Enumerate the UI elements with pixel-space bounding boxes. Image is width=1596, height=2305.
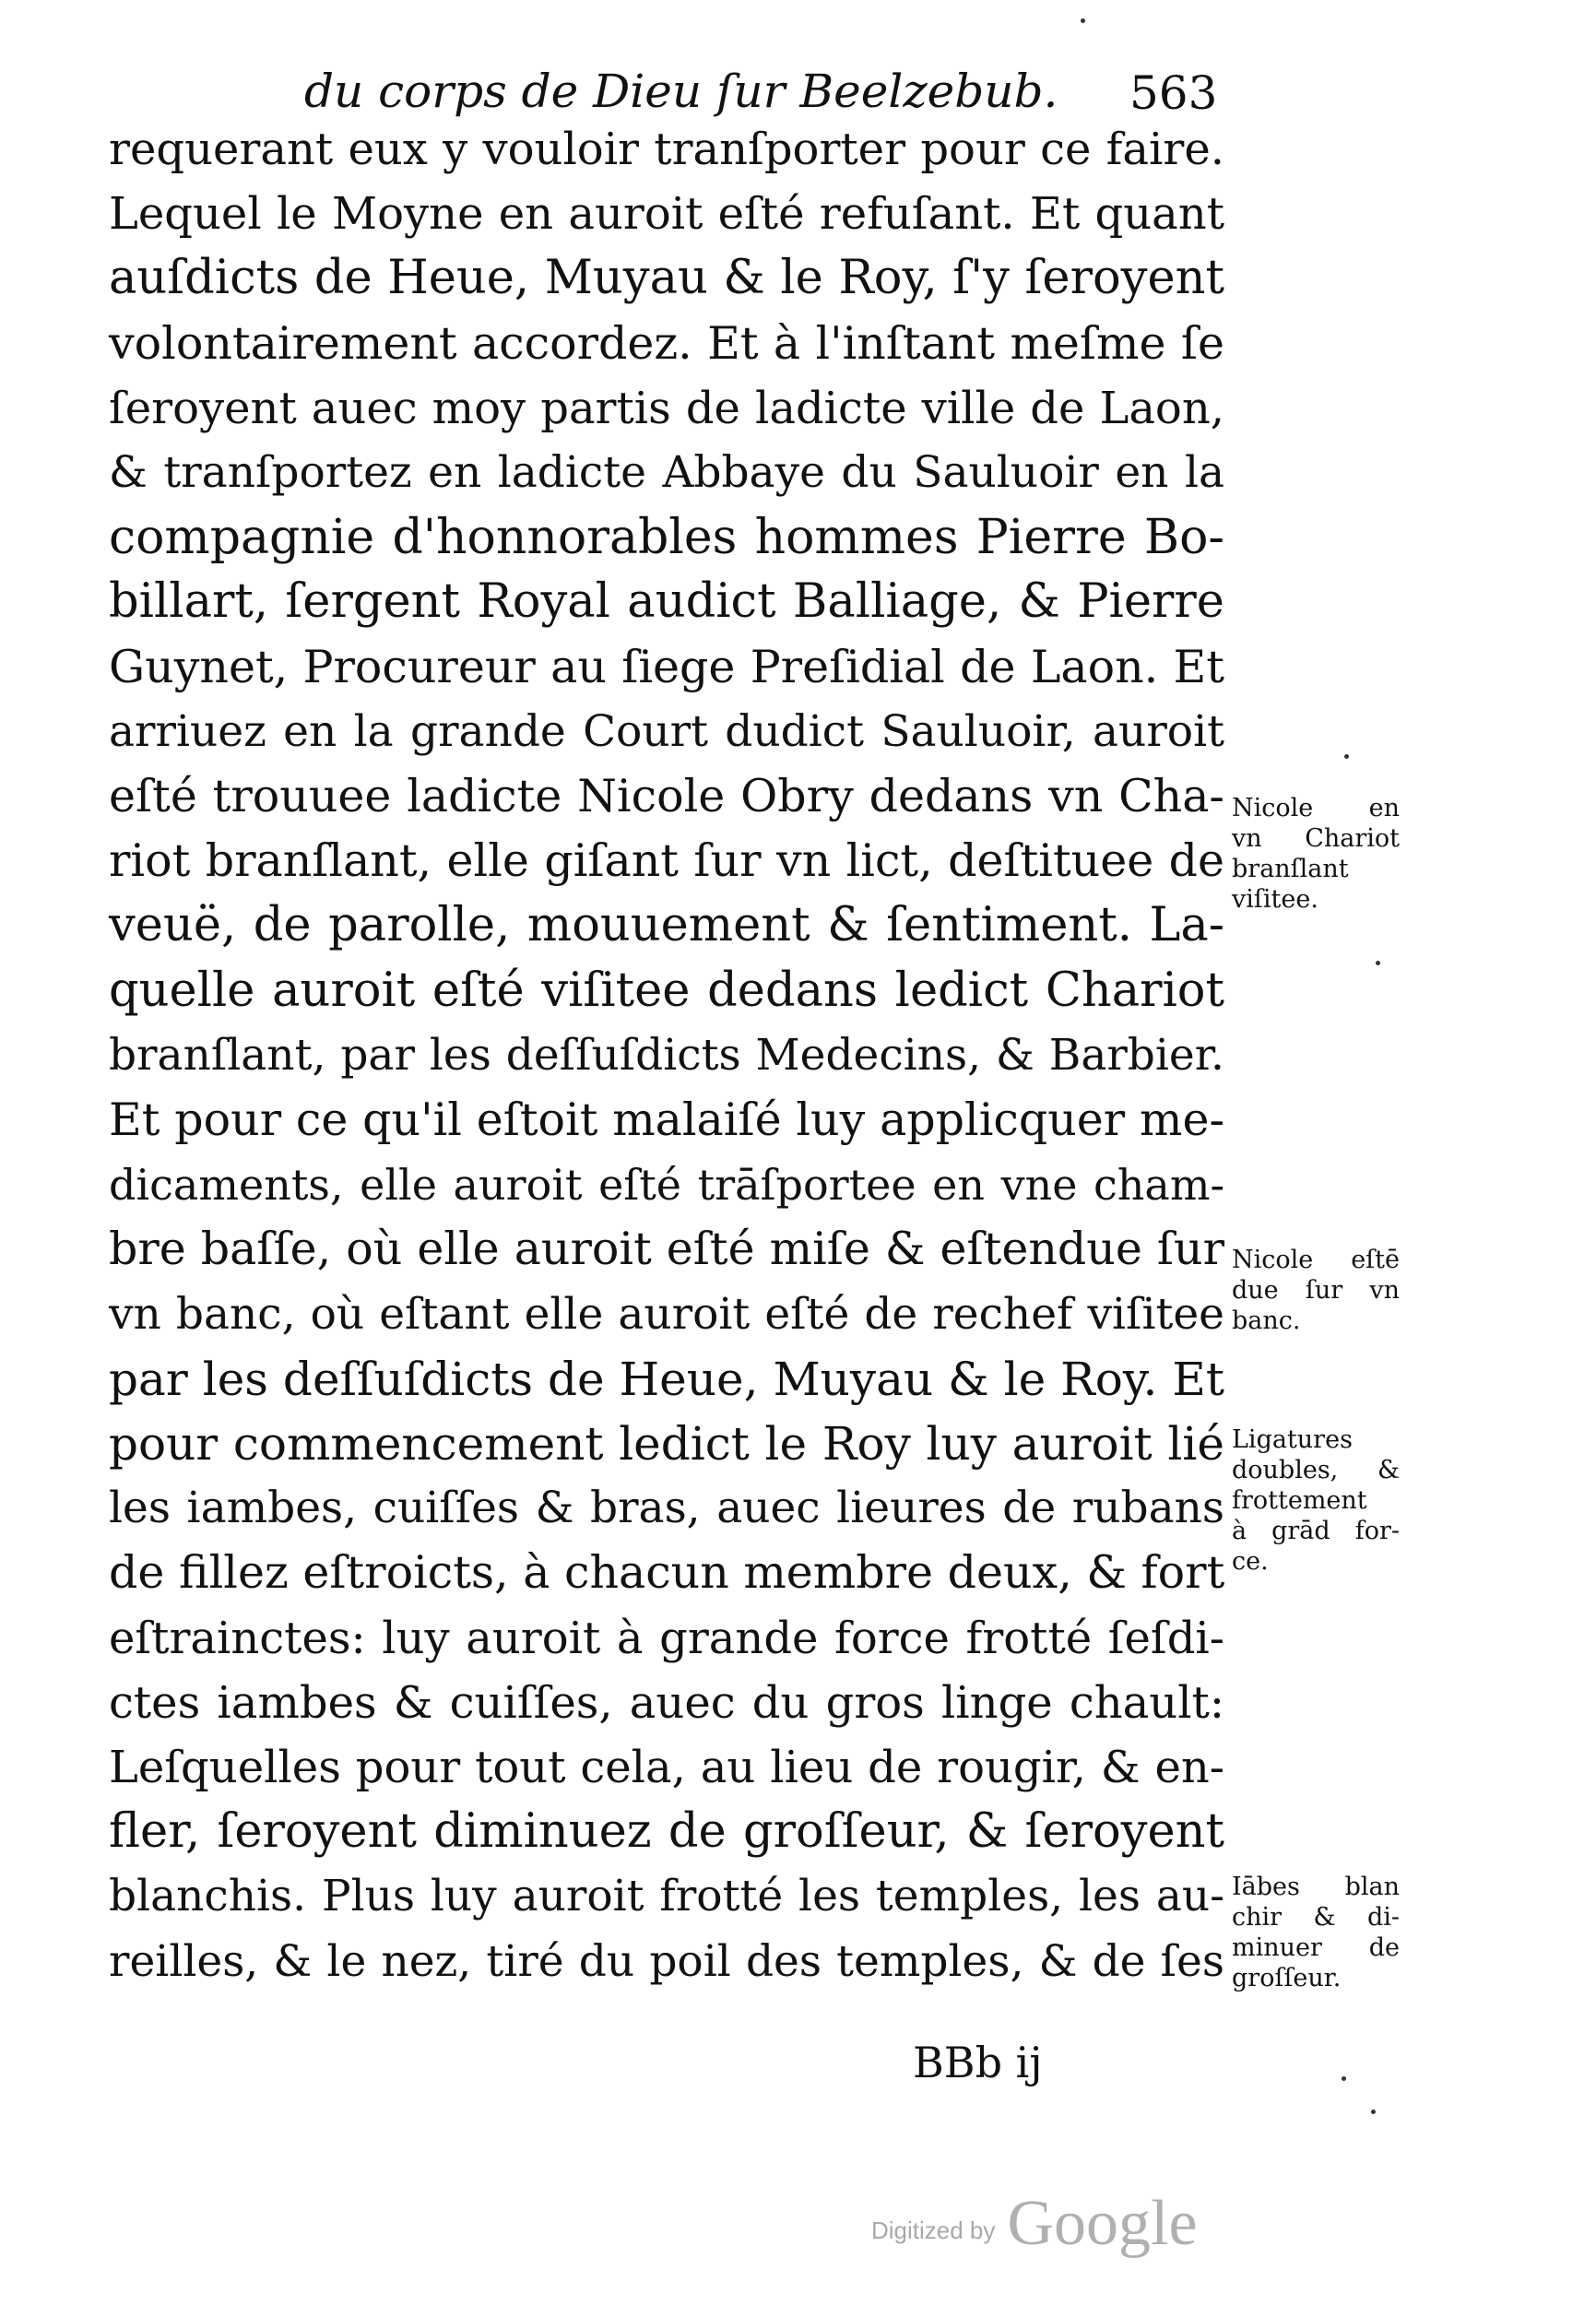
text-line: veuë, de parolle, mouuement & ſentiment. La- <box>109 898 1224 952</box>
text-line: & tranſportez en ladicte Abbaye du Sauluoir en la <box>109 447 1224 498</box>
text-line: de fillez eſtroicts, à chacun membre deux, & fort <box>109 1546 1225 1599</box>
text-line: Leſquelles pour tout cela, au lieu de rougir, & en- <box>109 1742 1224 1793</box>
text-line: volontairement accordez. Et à l'inſtant meſme ſe <box>109 317 1224 370</box>
page-number: 563 <box>1129 66 1218 120</box>
scan-speck <box>1342 2076 1346 2081</box>
google-logo: Google <box>1007 2188 1198 2259</box>
text-line: reilles, & le nez, tiré du poil des temples, & de ſes <box>109 1936 1224 1987</box>
margin-note-line: branſlant <box>1232 855 1349 883</box>
margin-note-line: Nicole en <box>1232 794 1400 822</box>
text-line: bre baſſe, où elle auroit eſté miſe & eſtendue ſur <box>109 1223 1224 1275</box>
margin-note-line: frottement <box>1232 1486 1367 1515</box>
text-line: les iambes, cuiſſes & bras, auec lieures de rubans <box>109 1483 1224 1533</box>
text-line: quelle auroit eſté viſitee dedans ledict Chariot <box>109 963 1224 1018</box>
scan-speck <box>1344 754 1349 759</box>
margin-note-line: vn Chariot <box>1232 824 1400 853</box>
scan-speck <box>1081 18 1085 23</box>
margin-note-line: viſitee. <box>1232 885 1318 914</box>
text-line: fler, ſeroyent diminuez de groſſeur, & ſeroyent <box>109 1804 1224 1859</box>
margin-note-line: due ſur vn <box>1232 1276 1400 1305</box>
margin-note-line: minuer de <box>1232 1933 1400 1962</box>
margin-note-line: à grād for- <box>1232 1517 1400 1545</box>
text-line: pour commencement ledict le Roy luy auroit lié <box>109 1417 1224 1471</box>
text-line: riot branſlant, elle giſant ſur vn lict, deſtituee de <box>109 834 1224 887</box>
text-line: auſdicts de Heue, Muyau & le Roy, ſ'y ſeroyent <box>109 251 1224 305</box>
margin-note <box>1232 1245 1400 1336</box>
margin-note-line: chir & di- <box>1232 1903 1400 1932</box>
text-line: compagnie d'honnorables hommes Pierre Bo- <box>109 510 1224 565</box>
text-line: Lequel le Moyne en auroit eſté refuſant. Et quant <box>109 188 1224 240</box>
margin-note-line: Ligatures <box>1232 1425 1353 1454</box>
text-line: Et pour ce qu'il eſtoit malaiſé luy applicquer me- <box>109 1093 1224 1146</box>
text-line: Guynet, Procureur au ſiege Preſidial de Laon. Et <box>109 641 1224 693</box>
margin-note-line: Iābes blan <box>1232 1873 1400 1901</box>
text-line: ſeroyent auec moy partis de ladicte ville de Laon, <box>109 383 1224 434</box>
text-line: par les deſſuſdicts de Heue, Muyau & le Roy. Et <box>109 1353 1224 1406</box>
scan-speck <box>1376 961 1380 965</box>
margin-note <box>1232 1424 1400 1577</box>
signature-mark: BBb ij <box>913 2038 1043 2087</box>
margin-note <box>1232 1872 1400 1993</box>
text-line: arriuez en la grande Court dudict Sauluoir, auroit <box>109 706 1224 757</box>
text-line: billart, ſergent Royal audict Balliage, & Pierre <box>109 574 1224 629</box>
margin-note-line: Nicole eſtē <box>1232 1246 1400 1274</box>
text-line: requerant eux y vouloir tranſporter pour ce faire. <box>109 124 1224 175</box>
watermark-prefix: Digitized by <box>871 2216 996 2244</box>
text-line: branſlant, par les deſſuſdicts Medecins, & Barbier. <box>109 1030 1224 1081</box>
margin-note <box>1232 793 1400 915</box>
running-title: du corps de Dieu ſur Beelzebub. <box>304 65 1058 118</box>
text-line: ctes iambes & cuiſſes, auec du gros linge chault: <box>109 1677 1224 1729</box>
text-line: dicaments, elle auroit eſté trāſportee en vne cham- <box>109 1160 1224 1210</box>
scan-speck <box>1371 2110 1376 2114</box>
text-line: vn banc, où eſtant elle auroit eſté de rechef viſitee <box>109 1289 1224 1340</box>
text-line: blanchis. Plus luy auroit frotté les temples, les au- <box>109 1871 1224 1921</box>
margin-note-line: doubles, & <box>1232 1456 1400 1484</box>
margin-note-line: groſſeur. <box>1232 1964 1342 1992</box>
margin-note-line: ce. <box>1232 1547 1269 1576</box>
text-line: eſtrainctes: luy auroit à grande force frotté ſeſdi- <box>109 1613 1224 1664</box>
digitized-watermark <box>871 2187 1198 2261</box>
margin-note-line: banc. <box>1232 1306 1301 1335</box>
text-line: eſté trouuee ladicte Nicole Obry dedans vn Cha- <box>109 770 1224 822</box>
